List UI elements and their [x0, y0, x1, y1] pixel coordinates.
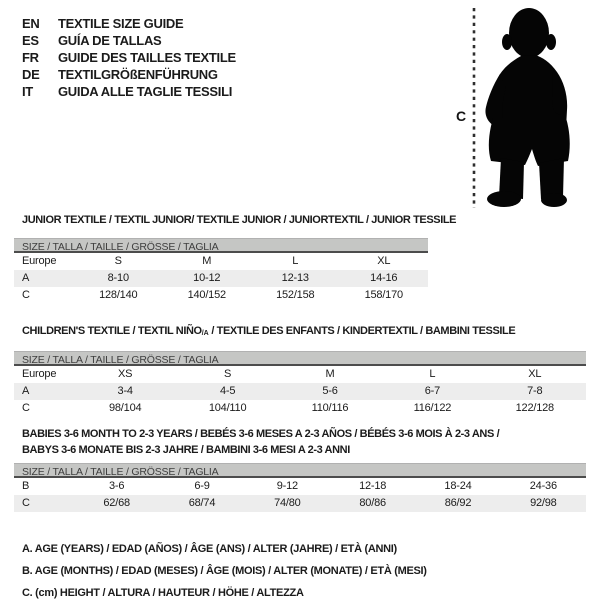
size-cell: M — [202, 255, 212, 267]
language-row — [22, 32, 236, 49]
table-row — [14, 478, 586, 495]
baby-head — [509, 8, 549, 58]
junior-section-title: JUNIOR TEXTILE / TEXTIL JUNIOR/ TEXTILE JUNIOR / JUNIORTEXTIL / JUNIOR TESSILE — [22, 214, 457, 226]
size-cell: 122/128 — [515, 402, 554, 414]
size-cell: 24-36 — [529, 480, 557, 492]
size-cell: S — [114, 255, 122, 267]
size-cell: 80/86 — [359, 497, 386, 509]
language-title: GUÍA DE TALLAS — [58, 33, 162, 48]
size-cell: 6-7 — [424, 385, 441, 397]
language-row — [22, 83, 236, 100]
size-cell: L — [292, 255, 299, 267]
size-cell: 92/98 — [530, 497, 557, 509]
size-cell: 14-16 — [370, 272, 398, 284]
size-cell: 152/158 — [276, 289, 315, 301]
size-cell: XS — [118, 368, 133, 380]
size-cell: 7-8 — [527, 385, 543, 397]
language-code: DE — [22, 67, 40, 82]
size-cell: 3-4 — [117, 385, 133, 397]
size-cell: 62/68 — [103, 497, 130, 509]
size-cell: M — [325, 368, 335, 380]
table-row — [14, 495, 586, 512]
footnote-legend — [22, 538, 427, 600]
footnote-a: A. AGE (YEARS) / EDAD (AÑOS) / ÂGE (ANS) / ALTER (JAHRE) / ETÀ (ANNI) — [22, 543, 397, 555]
row-label: A — [22, 272, 30, 284]
size-cell: 3-6 — [109, 480, 125, 492]
baby-shorts — [489, 118, 570, 166]
baby-ear-right — [546, 34, 556, 50]
size-cell: 10-12 — [193, 272, 221, 284]
language-code: IT — [22, 84, 33, 99]
language-title: GUIDE DES TAILLES TEXTILE — [58, 50, 236, 65]
row-label: C — [22, 497, 30, 509]
row-label: A — [22, 385, 30, 397]
language-title: TEXTILGRÖßENFÜHRUNG — [58, 67, 218, 82]
size-cell: 86/92 — [444, 497, 472, 509]
children-title-rest: / TEXTILE DES ENFANTS / KINDERTEXTIL / BAMBINI TESSILE — [208, 325, 516, 337]
row-label: C — [22, 402, 30, 414]
table-row — [14, 270, 428, 287]
size-cell: 4-5 — [219, 385, 236, 397]
row-label: B — [22, 480, 30, 492]
language-code: EN — [22, 16, 40, 31]
children-title-subscript: /A — [201, 330, 209, 337]
size-cell: 8-10 — [107, 272, 129, 284]
language-code: FR — [22, 50, 39, 65]
table-row — [14, 287, 428, 304]
baby-silhouette — [485, 8, 569, 207]
size-cell: 5-6 — [322, 385, 338, 397]
language-title-list — [22, 15, 236, 100]
baby-foot-left — [487, 191, 521, 207]
size-cell: 140/152 — [187, 289, 226, 301]
children-section-title — [22, 325, 515, 337]
babies-title-line1: BABIES 3-6 MONTH TO 2-3 YEARS / BEBÉS 3-6 MESES A 2-3 AÑOS / BÉBÉS 3-6 MOIS À 2-3 ANS / — [22, 428, 500, 440]
children-size-table — [14, 351, 586, 417]
babies-title-line2: BABYS 3-6 MONATE BIS 2-3 JAHRE / BAMBINI 3-6 MESI A 2-3 ANNI — [22, 444, 350, 456]
language-title: GUIDA ALLE TAGLIE TESSILI — [58, 84, 233, 99]
size-cell: 104/110 — [208, 402, 247, 414]
height-label: C — [456, 108, 467, 124]
size-cell: L — [429, 368, 436, 380]
size-cell: 68/74 — [188, 497, 216, 509]
row-label: C — [22, 289, 30, 301]
size-cell: 9-12 — [276, 480, 298, 492]
children-title-main: CHILDREN'S TEXTILE / TEXTIL NIÑO — [22, 325, 202, 337]
size-cell: S — [224, 368, 232, 380]
size-header-band: SIZE / TALLA / TAILLE / GRÖSSE / TAGLIA — [14, 351, 586, 366]
baby-silhouette-figure — [430, 0, 600, 230]
table-row — [14, 383, 586, 400]
footnote-b: B. AGE (MONTHS) / EDAD (MESES) / ÂGE (MOIS) / ALTER (MONATE) / ETÀ (MESI) — [22, 565, 427, 577]
size-cell: 158/170 — [364, 289, 403, 301]
table-row — [14, 400, 586, 417]
row-label: Europe — [22, 255, 57, 267]
language-row — [22, 49, 236, 66]
baby-leg-right — [539, 158, 564, 199]
footnote-c: C. (cm) HEIGHT / ALTURA / HAUTEUR / HÖHE / ALTEZZA — [22, 587, 304, 599]
size-cell: XL — [528, 368, 542, 380]
table-row — [14, 253, 428, 270]
babies-section-title — [22, 426, 582, 458]
size-header-band: SIZE / TALLA / TAILLE / GRÖSSE / TAGLIA — [14, 463, 586, 478]
language-row — [22, 15, 236, 32]
size-header-band: SIZE / TALLA / TAILLE / GRÖSSE / TAGLIA — [14, 238, 428, 253]
size-cell: 18-24 — [444, 480, 472, 492]
size-cell: 98/104 — [108, 402, 142, 414]
table-row — [14, 366, 586, 383]
language-title: TEXTILE SIZE GUIDE — [58, 16, 184, 31]
size-cell: 110/116 — [311, 402, 349, 414]
size-cell: 128/140 — [99, 289, 138, 301]
size-cell: 12-18 — [359, 480, 387, 492]
baby-ear-left — [502, 34, 512, 50]
row-label: Europe — [22, 368, 57, 380]
baby-foot-right — [541, 193, 567, 207]
size-cell: 74/80 — [274, 497, 301, 509]
size-cell: XL — [377, 255, 391, 267]
junior-size-table — [14, 238, 428, 304]
size-cell: 116/122 — [413, 402, 452, 414]
size-cell: 6-9 — [194, 480, 210, 492]
language-row — [22, 66, 236, 83]
language-code: ES — [22, 33, 39, 48]
size-cell: 12-13 — [281, 272, 309, 284]
babies-size-table — [14, 463, 586, 512]
